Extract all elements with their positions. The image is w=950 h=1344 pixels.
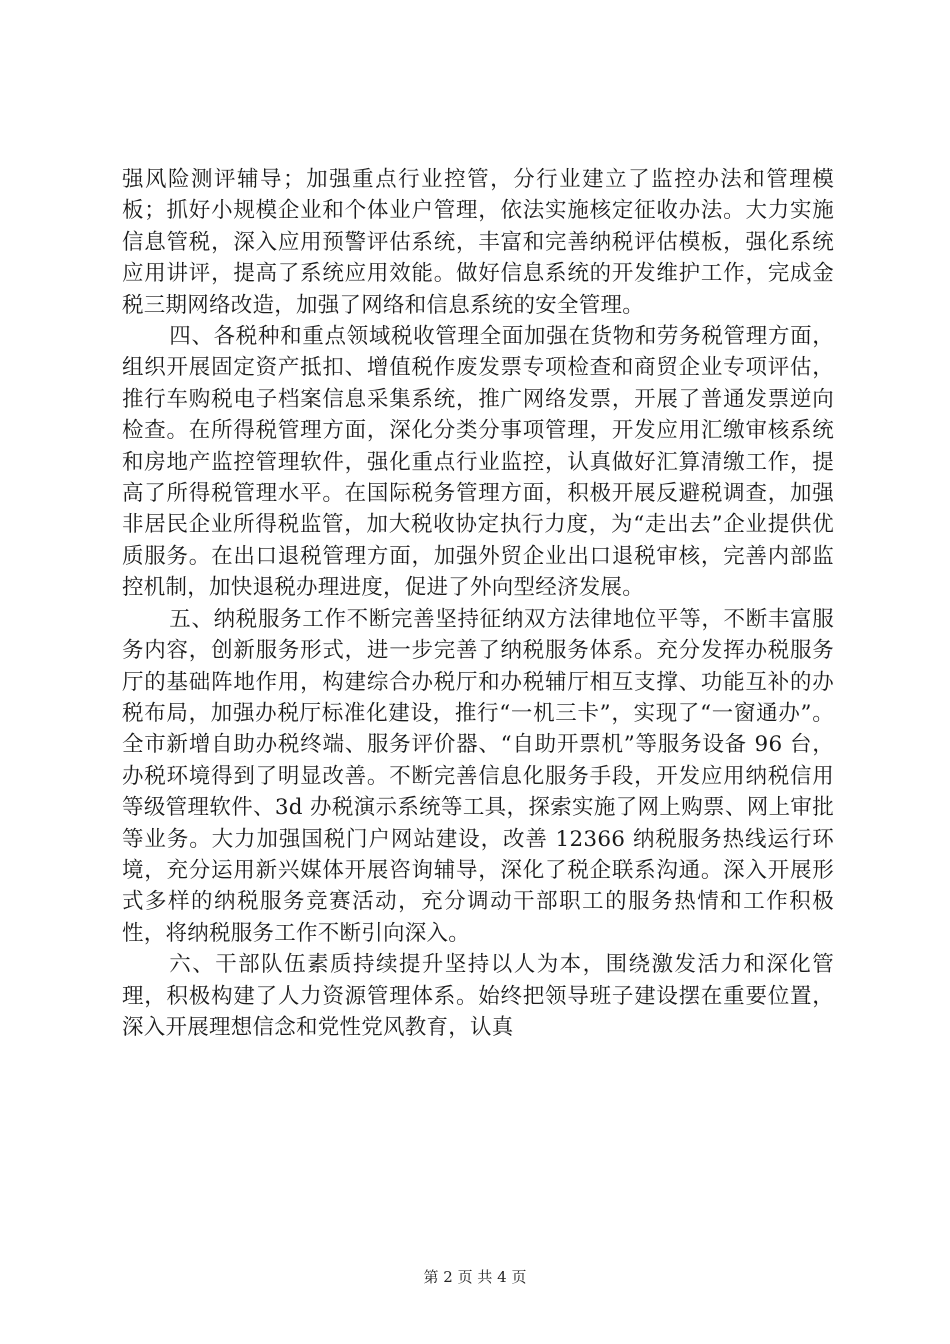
paragraph-4: 六、干部队伍素质持续提升坚持以人为本，围绕激发活力和深化管理，积极构建了人力资源管理体系。始终把领导班子建设摆在重要位置，深入开展理想信念和党性党风教育，认真: [122, 952, 834, 1040]
page-number-label: 第 2 页 共 4 页: [423, 1268, 527, 1286]
paragraph-1: 强风险测评辅导；加强重点行业控管，分行业建立了监控办法和管理模板；抓好小规模企业和个体业户管理，依法实施核定征收办法。大力实施信息管税，深入应用预警评估系统，丰富和完善纳税评估模板，强化系统应用讲评，提高了系统应用效能。做好信息系统的开发维护工作，完成金税三期网络改造，加强了网络和信息系统的安全管理。: [122, 167, 834, 318]
paragraph-2: 四、各税种和重点领域税收管理全面加强在货物和劳务税管理方面，组织开展固定资产抵扣、增值税作废发票专项检查和商贸企业专项评估，推行车购税电子档案信息采集系统，推广网络发票，开展了普通发票逆向检查。在所得税管理方面，深化分类分事项管理，开发应用汇缴审核系统和房地产监控管理软件，强化重点行业监控，认真做好汇算清缴工作，提高了所得税管理水平。在国际税务管理方面，积极开展反避税调查，加强非居民企业所得税监管，加大税收协定执行力度，为“走出去”企业提供优质服务。在出口退税管理方面，加强外贸企业出口退税审核，完善内部监控机制，加快退税办理进度，促进了外向型经济发展。: [122, 324, 834, 601]
page-footer: [0, 1266, 950, 1287]
paragraph-3: 五、纳税服务工作不断完善坚持征纳双方法律地位平等，不断丰富服务内容，创新服务形式，进一步完善了纳税服务体系。充分发挥办税服务厅的基础阵地作用，构建综合办税厅和办税辅厅相互支撑、功能互补的办税布局，加强办税厅标准化建设，推行“一机三卡”，实现了“一窗通办”。全市新增自助办税终端、服务评价器、“自助开票机”等服务设备 96 台，办税环境得到了明显改善。不断完善信息化服务手段，开发应用纳税信用等级管理软件、3d 办税演示系统等工具，探索实施了网上购票、网上审批等业务。大力加强国税门户网站建设，改善 12366 纳税服务热线运行环境，充分运用新兴媒体开展咨询辅导，深化了税企联系沟通。深入开展形式多样的纳税服务竞赛活动，充分调动干部职工的服务热情和工作积极性，将纳税服务工作不断引向深入。: [122, 606, 834, 946]
document-body: [122, 164, 834, 1043]
